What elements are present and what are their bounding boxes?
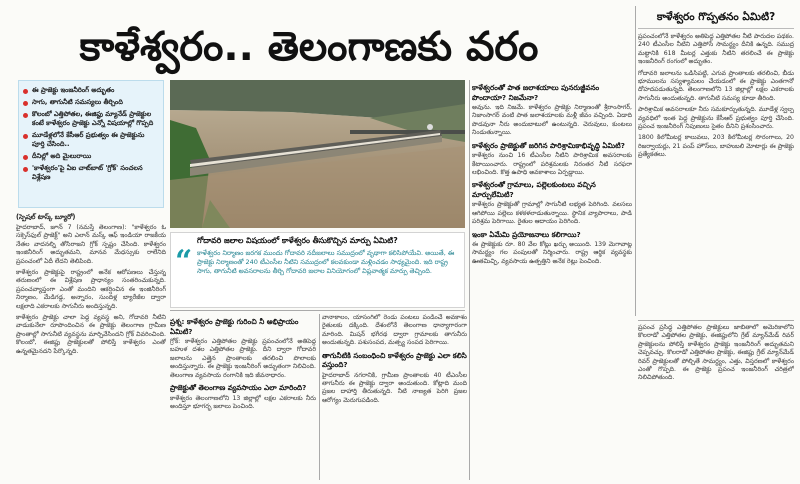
answer-paragraph: ఈ ప్రాజెక్టుకు రూ. 80 వేల కోట్లు ఖర్చు అయింది. 139 మెగావాట్ల సామర్థ్యం గల పంపులతో నిర్మించారు. రాష్ట్ర ఆర్థిక వ్యవస్థకు ఊతమిచ్చి, వ్యవసాయ ఉత్పత్తిని అనేక రెట్లు పెంచింది.	[472, 241, 632, 265]
bullet-icon	[23, 155, 28, 160]
bottom-right-article	[638, 324, 794, 480]
highlight-item	[23, 152, 159, 161]
answer-paragraph: కాళేశ్వరం నుంచి 16 టీఎంసీల నీటిని పారిశ్రామిక అవసరాలకు కేటాయించారు. రాష్ట్రంలో పరిశ్రమలకు నిరంతర నీటి సరఫరా లభించింది. కొత్త ఉపాధి అవకాశాలు ఏర్పడ్డాయి.	[472, 152, 632, 176]
sidebar-paragraph: 1800 కిలోమీటర్ల కాలువలు, 203 కిలోమీటర్ల సొరంగాలు, 20 రిజర్వాయర్లు, 21 పంప్ హౌస్‌లు, బాహుబలి మోటార్లు ఈ ప్రాజెక్టు ప్రత్యేకతలు.	[638, 134, 794, 159]
mid-left-article	[170, 314, 316, 480]
highlight-item	[23, 131, 159, 149]
answer-paragraph: వానాకాలం, యాసంగిలో రెండు పంటలు పండించే అవకాశం రైతులకు దక్కింది. దేశంలోనే తెలంగాణ ధాన్యాగారంగా మారింది. మిషన్ భగీరథ ద్వారా గ్రామాలకు తాగునీరు అందుతున్నది. పశుసంపద, మత్స్య సంపద పెరిగాయి.	[322, 314, 467, 347]
bullet-icon	[23, 113, 28, 118]
highlight-text: మూడేళ్లలోనే కేసీఆర్ ప్రభుత్వం ఈ ప్రాజెక్టును పూర్తి చేసింది..	[32, 131, 145, 148]
highlight-text: దీనిల్లో అది మైలురాయి	[32, 152, 92, 160]
body-paragraph: కాళేశ్వరం ప్రాజెక్టు చాలా పెద్ద వ్యవస్థ అని, గోదావరి నీటిని వాడుకునేలా రూపొందించిన ఈ ప్రాజెక్టు తెలంగాణ గ్రామీణ ప్రాంతాల్లో సాగునీటి వ్యవస్థను మార్చివేసిందని గ్రోక్ వివరించింది. కొలంబో, ఈజిప్టు ప్రాజెక్టులతో పోలిస్తే కాళేశ్వరం ఎంతో ఉన్నతమైనదని పేర్కొన్నది.	[16, 314, 166, 355]
highlight-item	[23, 110, 159, 128]
sidebar-paragraph: ప్రపంచంలోనే కాళేశ్వరం అతిపెద్ద ఎత్తిపోతల నీటి పారుదల పథకం. 240 టీఎంసీల నీటిని ఎత్తిపోసే సామర్థ్యం దీనికి ఉన్నది. సముద్ర మట్టానికి 618 మీటర్ల ఎత్తుకు నీటిని తరలించే ఈ ప్రాజెక్టు ఇంజనీరింగ్ రంగంలో అద్భుతం.	[638, 33, 794, 66]
mid-center-article	[322, 314, 467, 480]
highlight-text: ఈ ప్రాజెక్టు ఇంజనీరింగ్ అద్భుతం	[32, 86, 115, 94]
highlight-item	[23, 98, 159, 107]
bullet-icon	[23, 101, 28, 106]
answer-paragraph: కాళేశ్వరం ప్రాజెక్టుతో గ్రామాల్లో సాగునీటి లభ్యత పెరిగింది. వలసలు ఆగిపోయి పల్లెలు కళకళలాడుతున్నాయి. స్థానిక వ్యాపారాలు, పాడి పరిశ్రమ పెరిగాయి. రైతుల ఆదాయం పెరిగింది.	[472, 201, 632, 226]
dateline: (స్పెషల్ టాస్క్ బ్యూరో)	[16, 213, 76, 221]
headline: కాళేశ్వరం.. తెలంగాణకు వరం	[79, 24, 539, 70]
question-heading: తాగునీటికి సంబంధించి కాళేశ్వరం ప్రాజెక్టు ఎలా కలిసి వస్తుంది?	[322, 350, 467, 370]
sidebar-body	[638, 33, 794, 160]
highlight-text: 'కాళేశ్వరం'పై ఏఐ చాట్‌బాట్ 'గ్రోక్' సంచలన విశ్లేషణ	[32, 164, 143, 181]
bullet-icon	[23, 167, 28, 172]
highlight-text: సాగు, తాగునీటి సమస్యలు తీర్చింది	[32, 98, 123, 106]
question-heading: కాళేశ్వరం ప్రాజెక్టుతో జరిగిన పారిశ్రామికాభివృద్ధి ఏమిటి?	[472, 140, 625, 150]
body-paragraph: కాళేశ్వరం ప్రాజెక్టుపై రాష్ట్రంలో అనేక ఆరోపణలు చేస్తున్న తరుణంలో ఈ విశ్లేషణ ప్రాధాన్యం సంతరించుకున్నది. ప్రపంచవ్యాప్తంగా ఎంతో మందిని ఆకర్షించిన ఈ ఇంజినీరింగ్ నిర్మాణం, మేడిగడ్డ, అన్నారం, సుందిళ్ల బ్యారేజీల ద్వారా లక్షలాది ఎకరాలకు సాగునీరు అందిస్తున్నది.	[16, 269, 166, 310]
answer-paragraph: అవును. ఇది నిజమే. కాళేశ్వరం ప్రాజెక్టు నిర్మాణంతో శ్రీరాంసాగర్, నిజాంసాగర్ వంటి పాత జలాశయాలకు మళ్లీ జీవం వచ్చింది. ఏడాది పొడవునా నీరు అందుబాటులో ఉంటున్నది. చెరువులు, కుంటలు నిండుతున్నాయి.	[472, 104, 632, 137]
question-heading: ప్రాజెక్టుతో తెలంగాణ వ్యవసాయం ఎలా మారింది?	[170, 383, 307, 393]
sidebar-paragraph: గోదావరి జలాలను ఒడిసిపట్టి, ఎగువ ప్రాంతాలకు తరలించి, బీడు భూములను సస్యశ్యామలం చేయడంలో ఈ ప్రాజెక్టు ఎంతగానో దోహదపడుతున్నది. తెలంగాణలోని 13 జిల్లాల్లో లక్షల ఎకరాలకు సాగునీరు అందుతున్నది. తాగునీటి సమస్య కూడా తీరింది.	[638, 69, 794, 102]
body-paragraph: హైదరాబాద్, జూన్ 7 (నమస్తే తెలంగాణ): "కాళేశ్వరం ఓ సక్సెస్‌ఫుల్ ప్రాజెక్ట్" అని ఎలాన్ మస్క్ ఆఫ్ ఇండియా రాజకీయ నేతల వాదనల్ని తోసిరాజని గ్రోక్ స్పష్టం చేసింది. కాళేశ్వరం ఇంజినీరింగ్ అద్భుతమని, మానవ మేధస్సుకు రాలేనిది ప్రపంచంలో ఏదీ లేదని తెలిపింది.	[16, 224, 166, 265]
highlight-item	[23, 86, 159, 95]
sidebar-title: కాళేశ్వరం గొప్పతనం ఏమిటి?	[638, 6, 794, 29]
dam-photo	[170, 80, 465, 228]
answer-paragraph: కాళేశ్వరం తెలంగాణలోని 13 జిల్లాల్లో లక్షల ఎకరాలకు నీరు అందిస్తూ భూగర్భ జలాలు పెంచింది.	[170, 394, 316, 410]
left-body	[16, 224, 166, 356]
bottom-right-text: ప్రపంచ ప్రసిద్ధ ఎత్తిపోతల ప్రాజెక్టులు జాబితాలో అమెరికాలోని కొలరాడో ఎత్తిపోతల ప్రాజెక్టు, ఈజిప్టులోని గ్రేట్ మ్యాన్‌మేడ్ రివర్ ప్రాజెక్టులను పోలిస్తే కాళేశ్వరం ప్రాజెక్టు ఇంజనీరింగ్ అద్భుతమని చెప్పవచ్చు. కొలరాడో ఎత్తిపోతల ప్రాజెక్టు, ఈజిప్టు గ్రేట్ మ్యాన్‌మేడ్ రివర్ ప్రాజెక్టులతో పోల్చితే సామర్థ్యం, ఎత్తు, విస్తరణలో కాళేశ్వరం ఎంతో గొప్పది. ఈ ప్రాజెక్టు ప్రపంచ ఇంజనీరింగ్ చరిత్రలో నిలిచిపోతుంది.	[638, 324, 794, 382]
dam-photo-graphic	[170, 80, 465, 228]
highlights-list	[19, 81, 163, 189]
sidebar-paragraph: పారిశ్రామిక అవసరాలకూ నీరు సమకూర్చుతున్నది. మూడేళ్ల స్వల్ప వ్యవధిలో ఇంత పెద్ద ప్రాజెక్టును కేసీఆర్ ప్రభుత్వం పూర్తి చేసింది. ప్రపంచ ఇంజనీరింగ్ నిపుణులు సైతం దీనిని ప్రశంసించారు.	[638, 106, 794, 131]
quote-icon: “	[175, 244, 193, 279]
left-article	[16, 212, 166, 480]
qa-column	[472, 80, 632, 480]
answer-paragraph: గ్రోక్: కాళేశ్వరం ఎత్తిపోతల ప్రాజెక్టు ప్రపంచంలోనే అతిపెద్ద బహుళ దశల ఎత్తిపోతల ప్రాజెక్టు. దీని ద్వారా గోదావరి జలాలను ఎత్తైన ప్రాంతాలకు తరలించి పొలాలకు అందిస్తున్నారు. ఈ ప్రాజెక్టు ఇంజనీరింగ్ అద్భుతంగా నిలిచింది. తెలంగాణ వ్యవసాయ రంగానికి ఇది జీవనాధారం.	[170, 338, 316, 379]
bullet-icon	[23, 89, 28, 94]
caption-title: గోదావరి జలాల విషయంలో కాళేశ్వరం తీసుకొచ్చిన మార్పు ఏమిటి?	[197, 236, 398, 245]
bullet-icon	[23, 134, 28, 139]
caption-text: కాళేశ్వరం నిర్మాణం జరగక ముందు గోదావరి నదీజలాలు సముద్రంలో వృథాగా కలిసిపోయేవి. అయితే, ఈ ప్రాజెక్టు నిర్మాణంతో 240 టీఎంసీల నీటిని సముద్రంలో కలవకుండా మళ్లించడం సాధ్యమైంది. ఇది రాష్ట్ర సాగు, తాగునీటి అవసరాలను తీర్చి గోదావరి జలాల వినియోగంలో విప్లవాత్మక మార్పు తెచ్చింది.	[197, 249, 455, 275]
question-heading: కాళేశ్వరంతో పాత జలాశయాలు పునరుజ్జీవనం పొందాయా? నిజమేనా?	[472, 83, 600, 102]
sidebar	[638, 6, 794, 316]
highlight-text: కొలంబో ఎత్తిపోతల, ఈజిప్టు మ్యానేడ్ ప్రాజెక్టుల కంటే కాళేశ్వరం ప్రాజెక్టు ఎన్నో విషయాల్లో గొప్పది	[32, 110, 154, 127]
answer-paragraph: హైదరాబాద్ నగరానికి, గ్రామీణ ప్రాంతాలకు 40 టీఎంసీల తాగునీరు ఈ ప్రాజెక్టు ద్వారా అందుతుంది. కోట్లాది మంది ప్రజల దాహార్తి తీరుతున్నది. నీటి నాణ్యత పెరిగి ప్రజల ఆరోగ్యం మెరుగుపడింది.	[322, 371, 467, 404]
question-heading: ప్రశ్న: కాళేశ్వరం ప్రాజెక్టు గురించి నీ అభిప్రాయం ఏమిటి?	[170, 317, 299, 336]
question-heading: ఇంకా ఏమేమి ప్రయోజనాలు కలిగాయి?	[472, 229, 581, 239]
highlights-box	[18, 80, 164, 208]
highlight-item	[23, 164, 159, 182]
photo-caption-box	[170, 232, 465, 308]
question-heading: కాళేశ్వరంతో గ్రామాలు, పల్లెలకుంటలు వచ్చిన మార్పులేమిటి?	[472, 180, 596, 199]
